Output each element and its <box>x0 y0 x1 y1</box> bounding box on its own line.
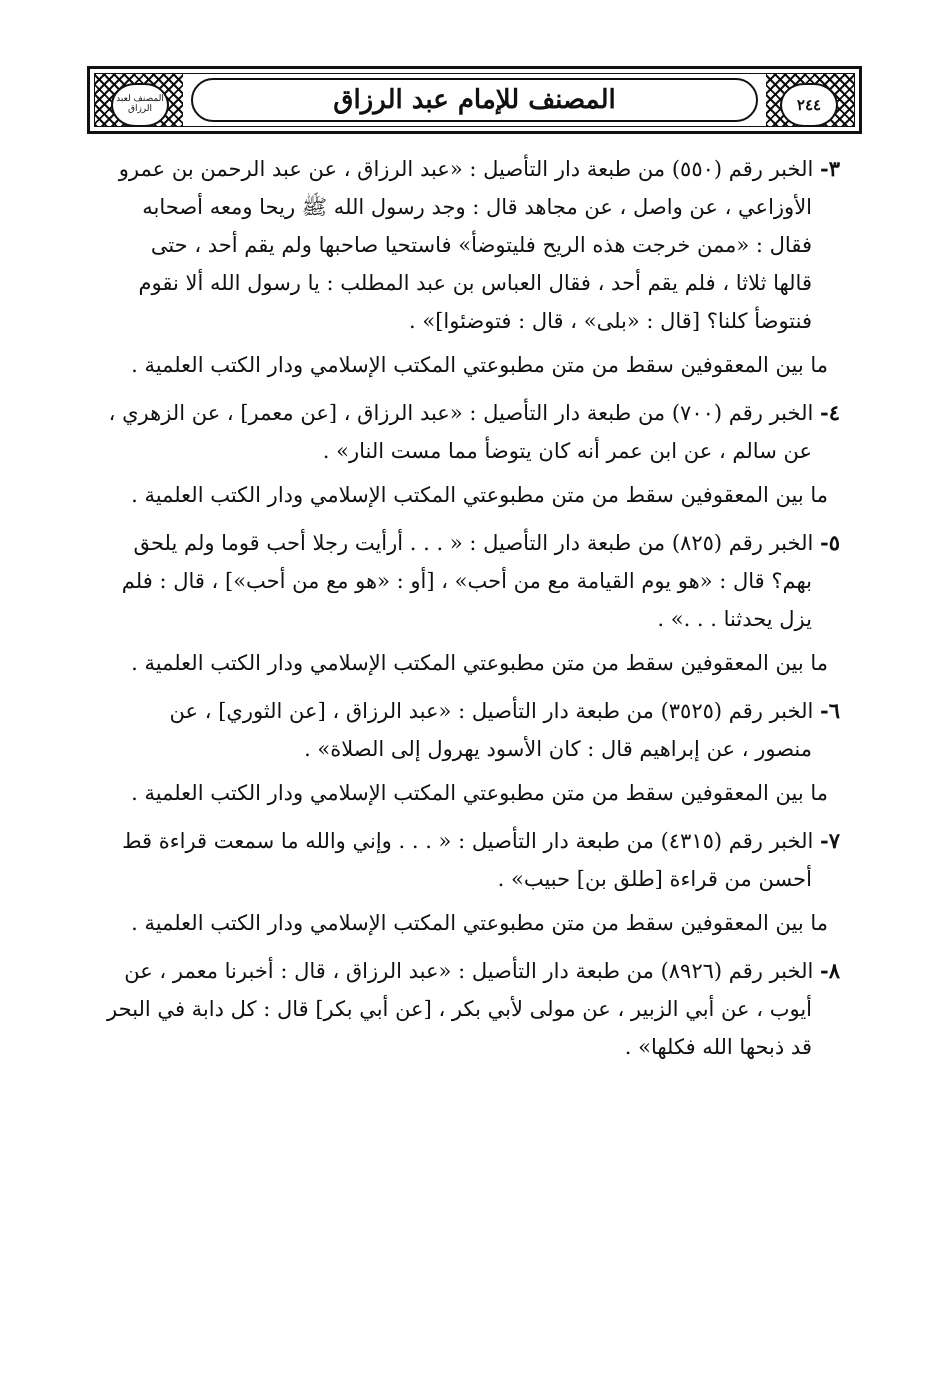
entry-line: الخبر رقم (٨٢٥) من طبعة دار التأصيل : « . . . أرأيت رجلا أحب قوما ولم يلحق <box>133 531 814 555</box>
header-ornament-right <box>766 74 854 126</box>
entry-line: بهم؟ قال : «هو يوم القيامة مع من أحب» ، [أو : «هو مع من أحب»] ، قال : فلم <box>121 569 812 593</box>
page-number: ٢٤٤ <box>780 83 838 127</box>
running-title: المصنف للإمام عبد الرزاق <box>191 78 758 122</box>
entry-line: قد ذبحها الله فكلها» . <box>624 1035 812 1059</box>
entry-7 <box>100 822 840 898</box>
entry-line: الخبر رقم (٣٥٢٥) من طبعة دار التأصيل : «عبد الرزاق ، [عن الثوري] ، عن <box>169 699 814 723</box>
entry-3 <box>100 150 840 340</box>
header-ornament-left <box>95 74 183 126</box>
entry-note: ما بين المعقوفين سقط من متن مطبوعتي المكتب الإسلامي ودار الكتب العلمية . <box>131 911 828 935</box>
entry-number: ٧- <box>820 828 840 853</box>
entry-note: ما بين المعقوفين سقط من متن مطبوعتي المكتب الإسلامي ودار الكتب العلمية . <box>131 353 828 377</box>
entry-number: ٨- <box>820 958 840 983</box>
entry-line: الخبر رقم (٤٣١٥) من طبعة دار التأصيل : « . . . وإني والله ما سمعت قراءة قط <box>122 829 814 853</box>
entry-line: الخبر رقم (٨٩٢٦) من طبعة دار التأصيل : «عبد الرزاق ، قال : أخبرنا معمر ، عن <box>124 959 814 983</box>
entry-note: ما بين المعقوفين سقط من متن مطبوعتي المكتب الإسلامي ودار الكتب العلمية . <box>131 483 828 507</box>
entry-line: عن سالم ، عن ابن عمر أنه كان يتوضأ مما مست النار» . <box>322 439 812 463</box>
header-frame <box>94 73 855 127</box>
entry-number: ٥- <box>820 530 840 555</box>
entry-number: ٤- <box>820 400 840 425</box>
entry-number: ٦- <box>820 698 840 723</box>
entry-line: يزل يحدثنا . . .» . <box>657 607 812 631</box>
entry-line: أحسن من قراءة [طلق بن] حبيب» . <box>497 867 812 891</box>
entry-line: فقال : «ممن خرجت هذه الريح فليتوضأ» فاستحيا صاحبها ولم يقم أحد ، حتى <box>150 233 812 257</box>
page-body <box>100 150 840 1072</box>
entry-6 <box>100 692 840 768</box>
entry-line: قالها ثلاثا ، فلم يقم أحد ، فقال العباس بن عبد المطلب : يا رسول الله ألا نقوم <box>138 271 812 295</box>
entry-note: ما بين المعقوفين سقط من متن مطبوعتي المكتب الإسلامي ودار الكتب العلمية . <box>131 651 828 675</box>
entry-5 <box>100 524 840 638</box>
page-header <box>87 66 862 134</box>
entry-note: ما بين المعقوفين سقط من متن مطبوعتي المكتب الإسلامي ودار الكتب العلمية . <box>131 781 828 805</box>
entry-line: أيوب ، عن أبي الزبير ، عن مولى لأبي بكر ، [عن أبي بكر] قال : كل دابة في البحر <box>107 997 812 1021</box>
entry-line: الأوزاعي ، عن واصل ، عن مجاهد قال : وجد رسول الله ﷺ ريحا ومعه أصحابه <box>142 195 812 219</box>
entry-number: ٣- <box>820 156 840 181</box>
entry-line: الخبر رقم (٥٥٠) من طبعة دار التأصيل : «عبد الرزاق ، عن عبد الرحمن بن عمرو <box>118 157 814 181</box>
entry-line: منصور ، عن إبراهيم قال : كان الأسود يهرول إلى الصلاة» . <box>304 737 812 761</box>
entry-line: الخبر رقم (٧٠٠) من طبعة دار التأصيل : «عبد الرزاق ، [عن معمر] ، عن الزهري ، <box>108 401 814 425</box>
seal-logo: المصنف لعبد الرزاق <box>111 83 169 127</box>
entry-4 <box>100 394 840 470</box>
entry-line: فنتوضأ كلنا؟ [قال : «بلى» ، قال : فتوضئوا]» . <box>409 309 812 333</box>
entry-8 <box>100 952 840 1066</box>
